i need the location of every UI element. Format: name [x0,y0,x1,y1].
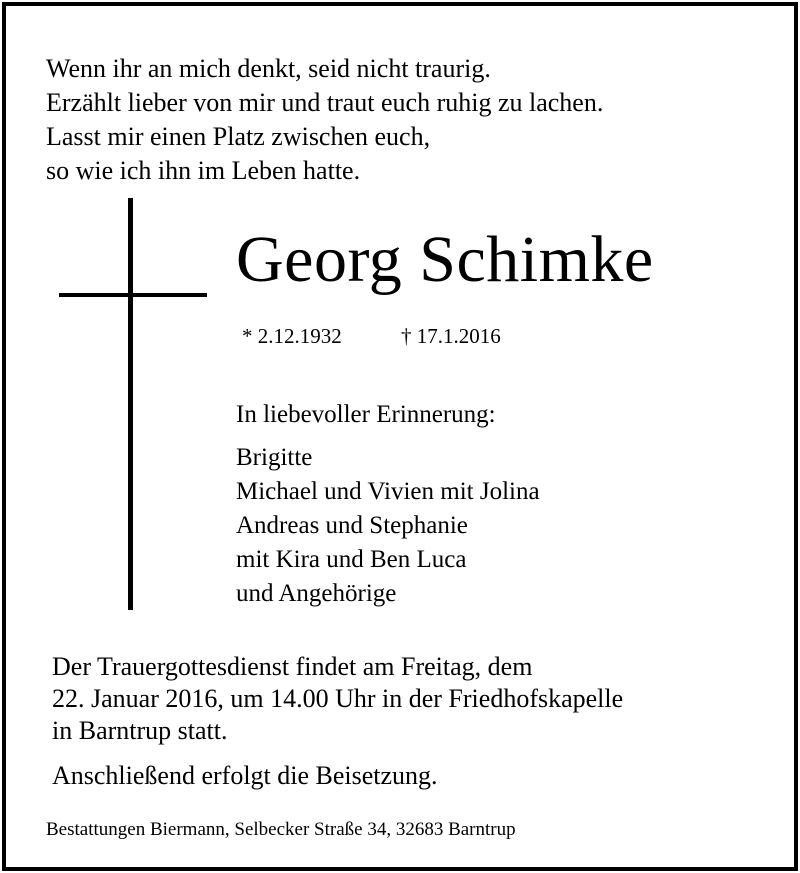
deceased-name: Georg Schimke [236,223,654,296]
verse-line: Erzählt lieber von mir und traut euch ruhig zu lachen. [46,88,604,117]
burial-note: Anschließend erfolgt die Beisetzung. [52,761,438,790]
mourner-line: und Angehörige [236,580,397,607]
memorial-verse [46,52,603,188]
mourner-line: mit Kira und Ben Luca [236,546,467,573]
verse-line: Wenn ihr an mich denkt, seid nicht traurig. [46,54,491,83]
birth-date: * 2.12.1932 [242,324,342,348]
verse-line: so wie ich ihn im Leben hatte. [46,156,361,185]
mourner-line: Brigitte [236,444,313,471]
verse-line: Lasst mir einen Platz zwischen euch, [46,122,431,151]
memory-heading: In liebevoller Erinnerung: [236,401,496,428]
cross-icon [128,198,133,610]
undertaker-address: Bestattungen Biermann, Selbecker Straße 34, 32683 Barntrup [46,819,516,840]
mourner-line: Michael und Vivien mit Jolina [236,478,540,505]
death-date: † 17.1.2016 [401,324,501,348]
mourner-line: Andreas und Stephanie [236,512,468,539]
service-announcement [52,651,623,747]
service-line: Der Trauergottesdienst findet am Freitag, dem [52,652,533,681]
cross-icon-bar [59,293,207,297]
service-line: 22. Januar 2016, um 14.00 Uhr in der Friedhofskapelle [52,684,624,713]
mourners-list [236,441,540,611]
service-line: in Barntrup statt. [52,716,228,745]
